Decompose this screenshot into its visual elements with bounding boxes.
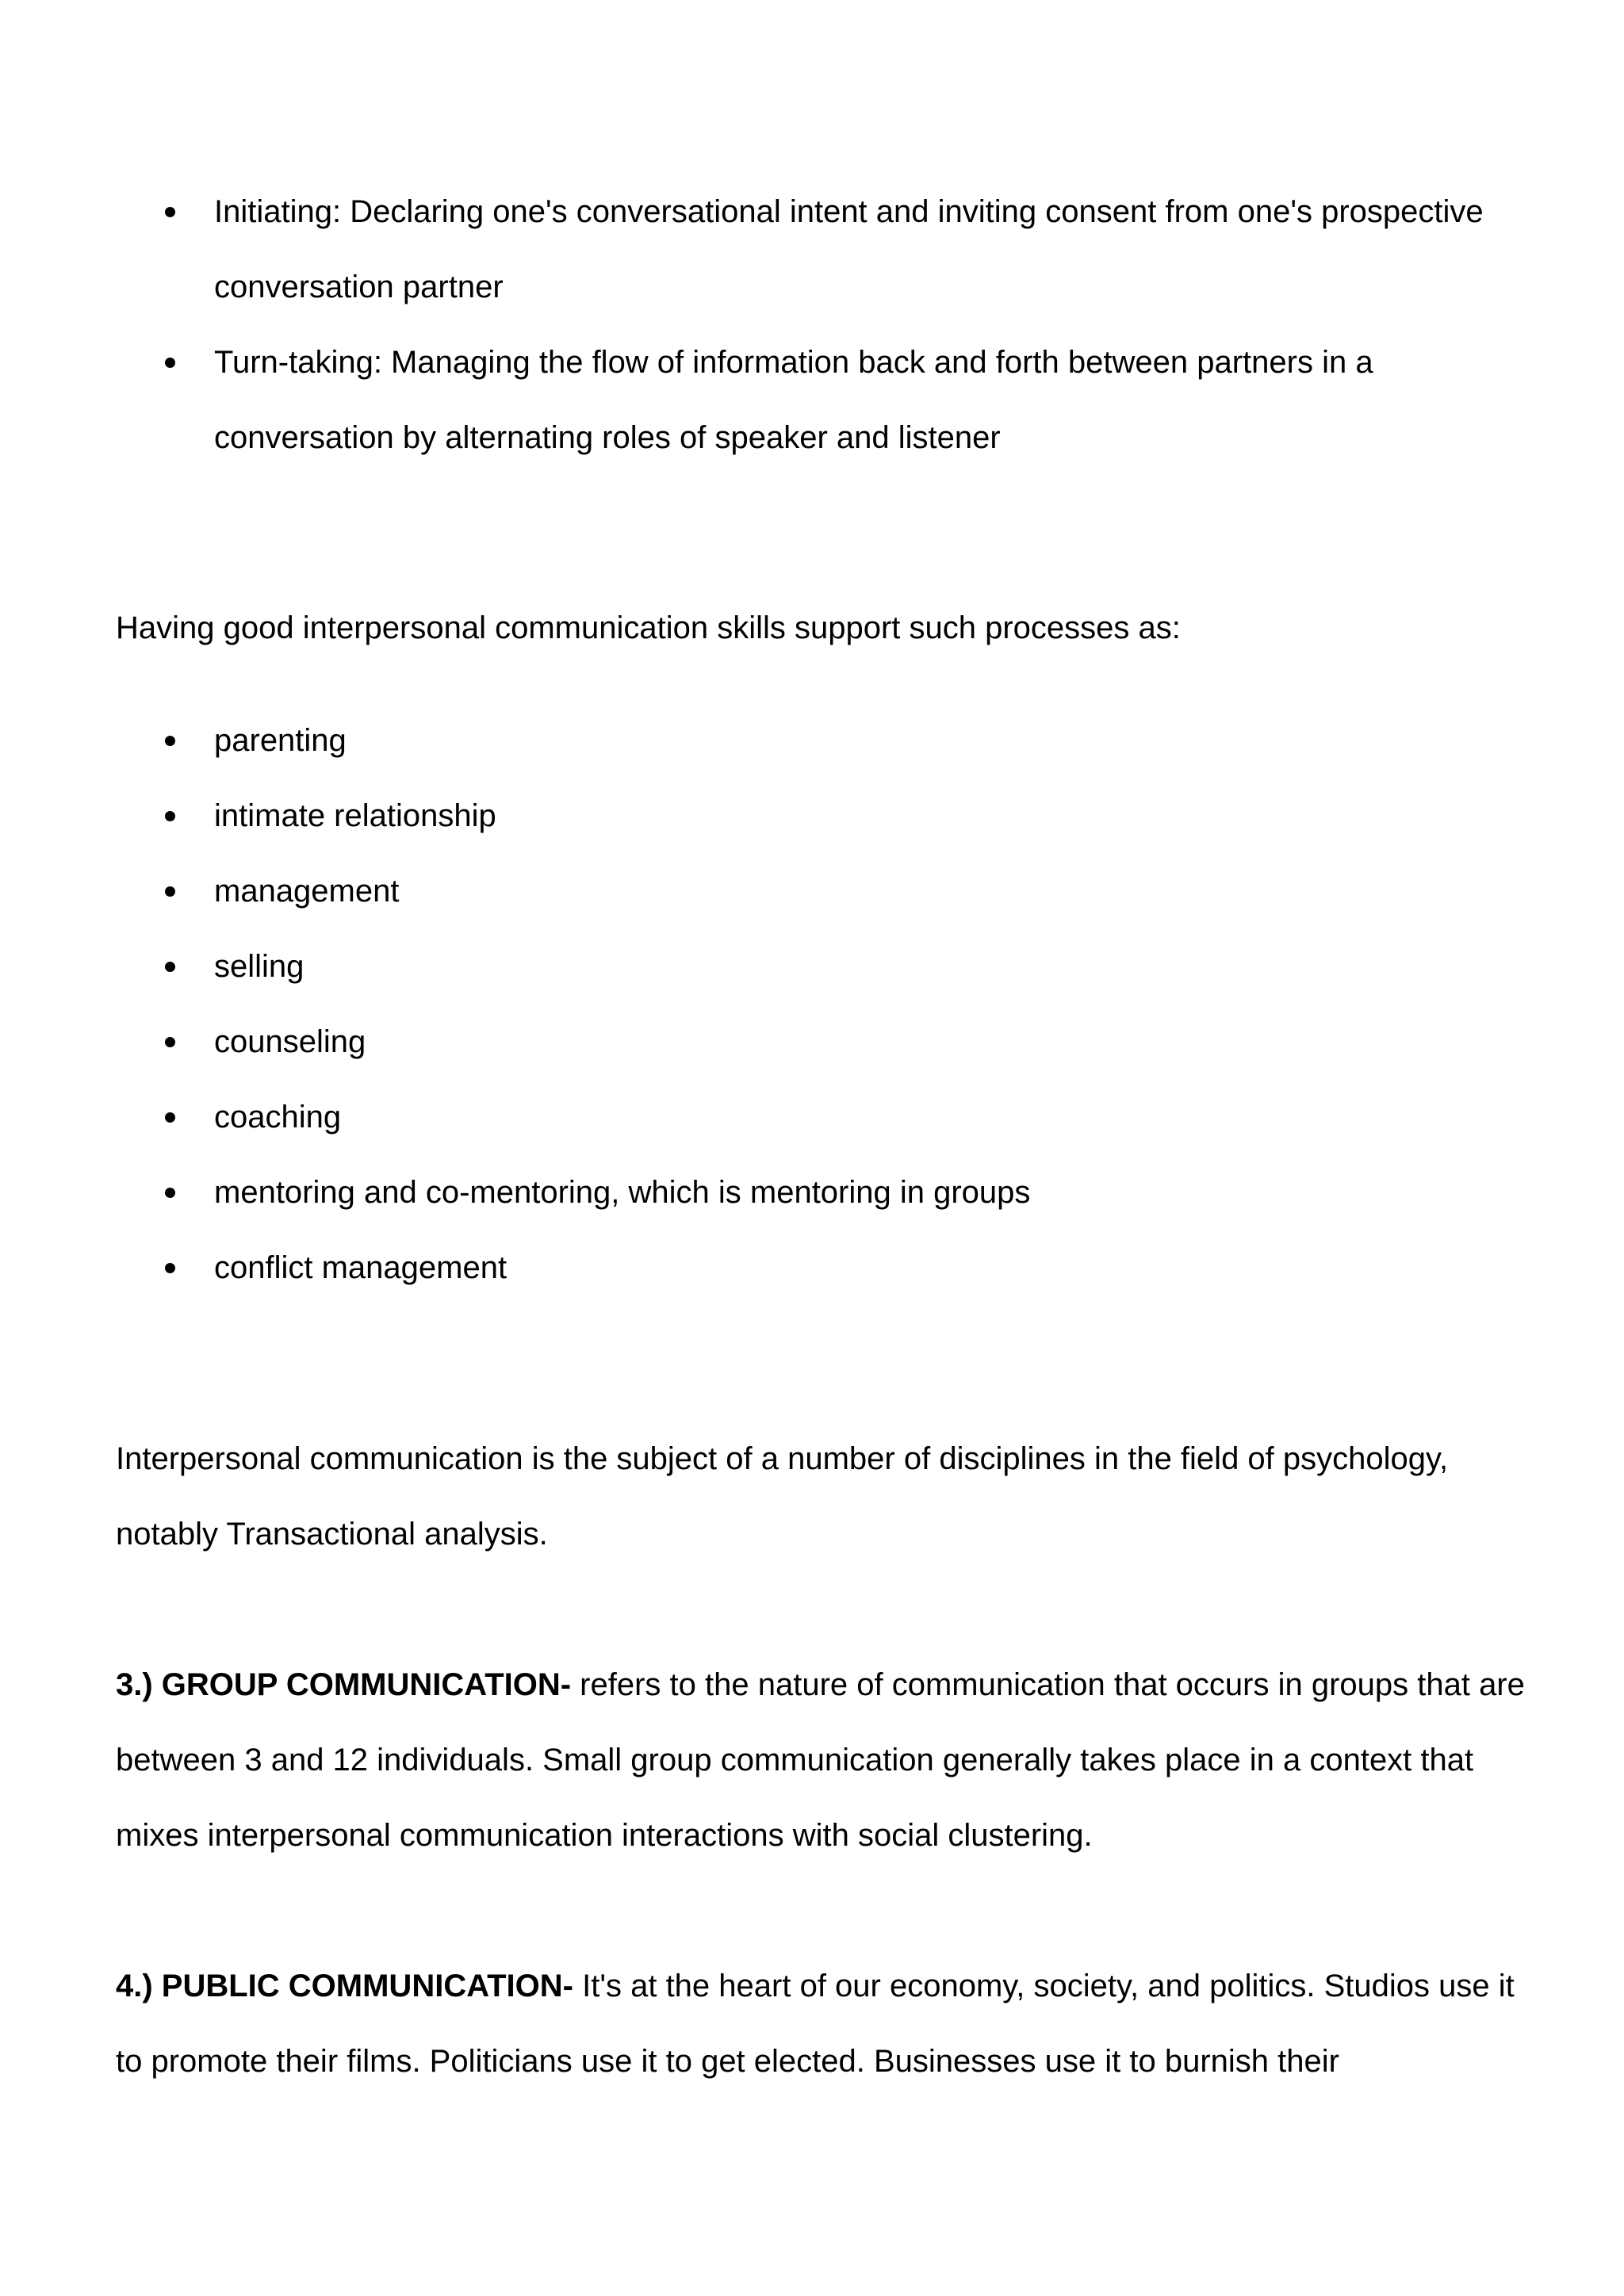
list-item (0, 1004, 1546, 1080)
processes-list (0, 703, 1546, 1306)
bullet-icon (165, 1263, 175, 1273)
bullet-icon (165, 207, 175, 217)
list-item-text: mentoring and co-mentoring, which is mentoring in groups (214, 1175, 1031, 1210)
group-communication-heading: 3.) GROUP COMMUNICATION- (116, 1667, 572, 1702)
list-item-text: parenting (214, 723, 347, 758)
list-item (0, 174, 1546, 325)
list-item (0, 854, 1546, 929)
list-item-text: coaching (214, 1100, 342, 1135)
list-item-text: conflict management (214, 1250, 508, 1285)
interpersonal-paragraph: Interpersonal communication is the subject of a number of disciplines in the field of psychology, notably Transactional analysis. (116, 1441, 1449, 1552)
bullet-icon (165, 811, 175, 821)
bullet-icon (165, 358, 175, 368)
public-communication-paragraph (116, 1949, 1527, 2099)
list-item (0, 1080, 1546, 1155)
list-item (0, 325, 1546, 476)
list-item (0, 929, 1546, 1004)
group-communication-paragraph (116, 1647, 1527, 1873)
bullet-icon (165, 962, 175, 972)
list-item-text: counseling (214, 1024, 366, 1059)
list-item-text: Turn-taking: Managing the flow of information back and forth between partners in a conversation by alternating roles of speaker and listener (214, 345, 1373, 455)
bullet-icon (165, 886, 175, 897)
processes-intro: Having good interpersonal communication skills support such processes as: (116, 610, 1181, 645)
list-item (0, 703, 1546, 779)
group-communication-text: refers to the nature of communication that occurs in groups that are between 3 and 12 individuals. Small group communication generally takes place in a context that mixes interpersonal communication interactions with social clustering. (116, 1667, 1525, 1853)
list-item-text: Initiating: Declaring one's conversational intent and inviting consent from one's prospective conversation partner (214, 194, 1484, 304)
list-item (0, 1230, 1546, 1306)
communication-skills-list (0, 174, 1546, 476)
list-item-text: intimate relationship (214, 798, 496, 833)
bullet-icon (165, 1037, 175, 1047)
bullet-icon (165, 1112, 175, 1123)
bullet-icon (165, 1188, 175, 1198)
list-item (0, 1155, 1546, 1230)
public-communication-text: It's at the heart of our economy, society, and politics. Studios use it to promote their films. Politicians use it to get elected. Businesses use it to burnish their (116, 1969, 1515, 2079)
public-communication-heading: 4.) PUBLIC COMMUNICATION- (116, 1969, 573, 2003)
list-item (0, 779, 1546, 854)
list-item-text: selling (214, 949, 304, 984)
bullet-icon (165, 736, 175, 746)
list-item-text: management (214, 874, 400, 909)
